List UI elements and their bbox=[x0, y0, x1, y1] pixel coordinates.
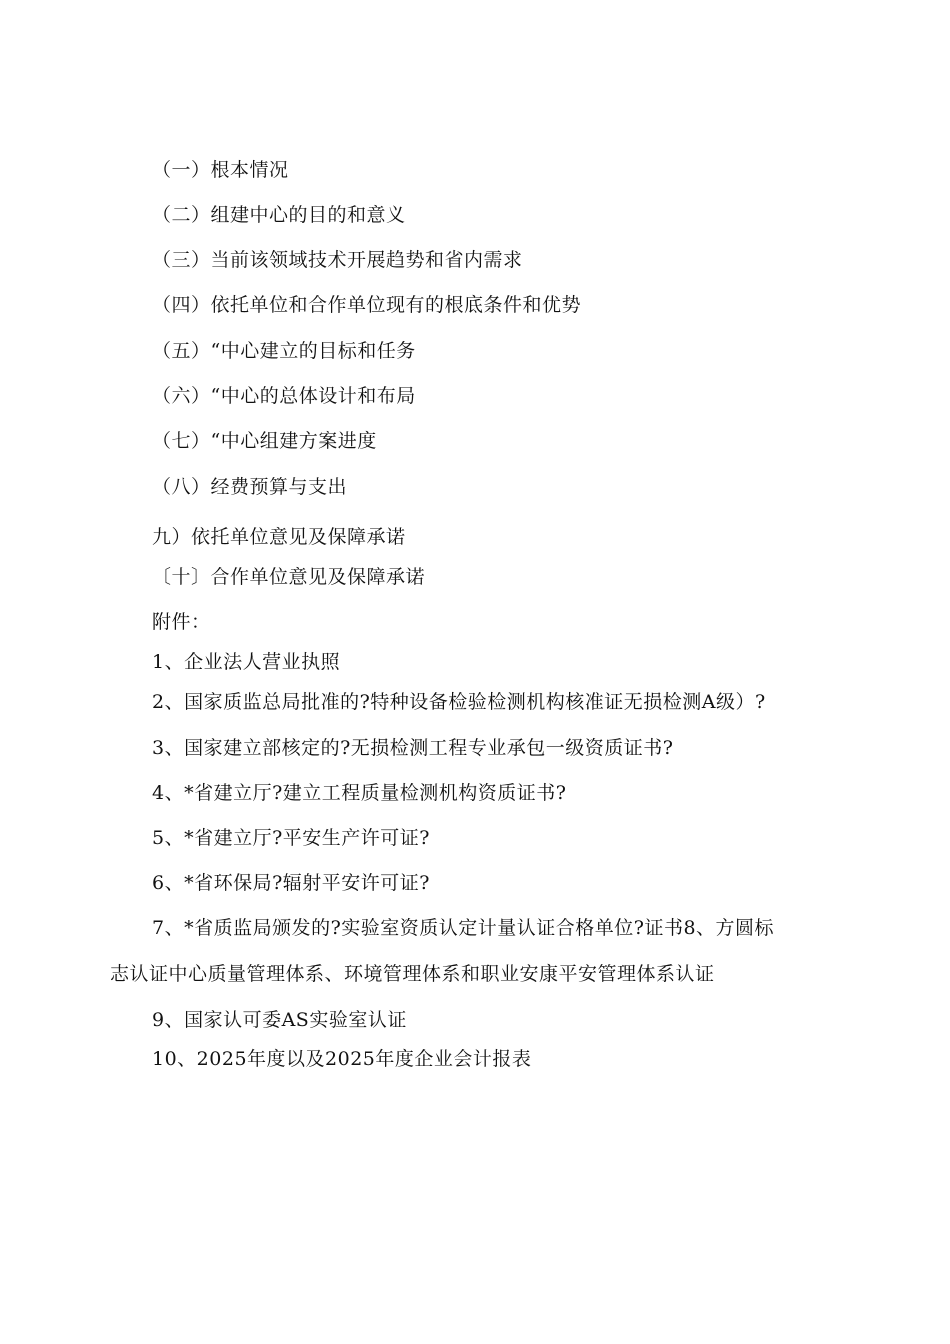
section-heading-4: （四）依托单位和合作单位现有的根底条件和优势 bbox=[152, 294, 582, 316]
attachment-item-6: 6、*省环保局?辐射平安许可证? bbox=[152, 872, 430, 894]
attachment-item-7: 7、*省质监局颁发的?实验室资质认定计量认证合格单位?证书8、方圆标 bbox=[152, 917, 775, 939]
attachment-item-9: 9、国家认可委AS实验室认证 bbox=[152, 1009, 407, 1031]
section-heading-9: 九）依托单位意见及保障承诺 bbox=[152, 526, 406, 548]
attachment-item-3: 3、国家建立部核定的?无损检测工程专业承包一级资质证书? bbox=[152, 737, 674, 759]
section-heading-1: （一）根本情况 bbox=[152, 159, 289, 181]
attachments-heading: 附件： bbox=[152, 611, 211, 633]
attachment-item-4: 4、*省建立厅?建立工程质量检测机构资质证书? bbox=[152, 782, 567, 804]
attachment-item-5: 5、*省建立厅?平安生产许可证? bbox=[152, 827, 430, 849]
attachment-item-7-continued: 志认证中心质量管理体系、环境管理体系和职业安康平安管理体系认证 bbox=[110, 963, 715, 985]
section-heading-3: （三）当前该领域技术开展趋势和省内需求 bbox=[152, 249, 523, 271]
section-heading-8: （八）经费预算与支出 bbox=[152, 476, 348, 498]
section-heading-7: （七）“中心组建方案进度 bbox=[152, 430, 377, 452]
section-heading-10: 〔十〕合作单位意见及保障承诺 bbox=[152, 566, 426, 588]
section-heading-2: （二）组建中心的目的和意义 bbox=[152, 204, 406, 226]
attachment-item-10: 10、2025年度以及2025年度企业会计报表 bbox=[152, 1048, 532, 1070]
section-heading-5: （五）“中心建立的目标和任务 bbox=[152, 340, 416, 362]
attachment-item-2: 2、国家质监总局批准的?特种设备检验检测机构核准证无损检测A级）? bbox=[152, 691, 766, 713]
section-heading-6: （六）“中心的总体设计和布局 bbox=[152, 385, 416, 407]
attachment-item-1: 1、企业法人营业执照 bbox=[152, 651, 341, 673]
